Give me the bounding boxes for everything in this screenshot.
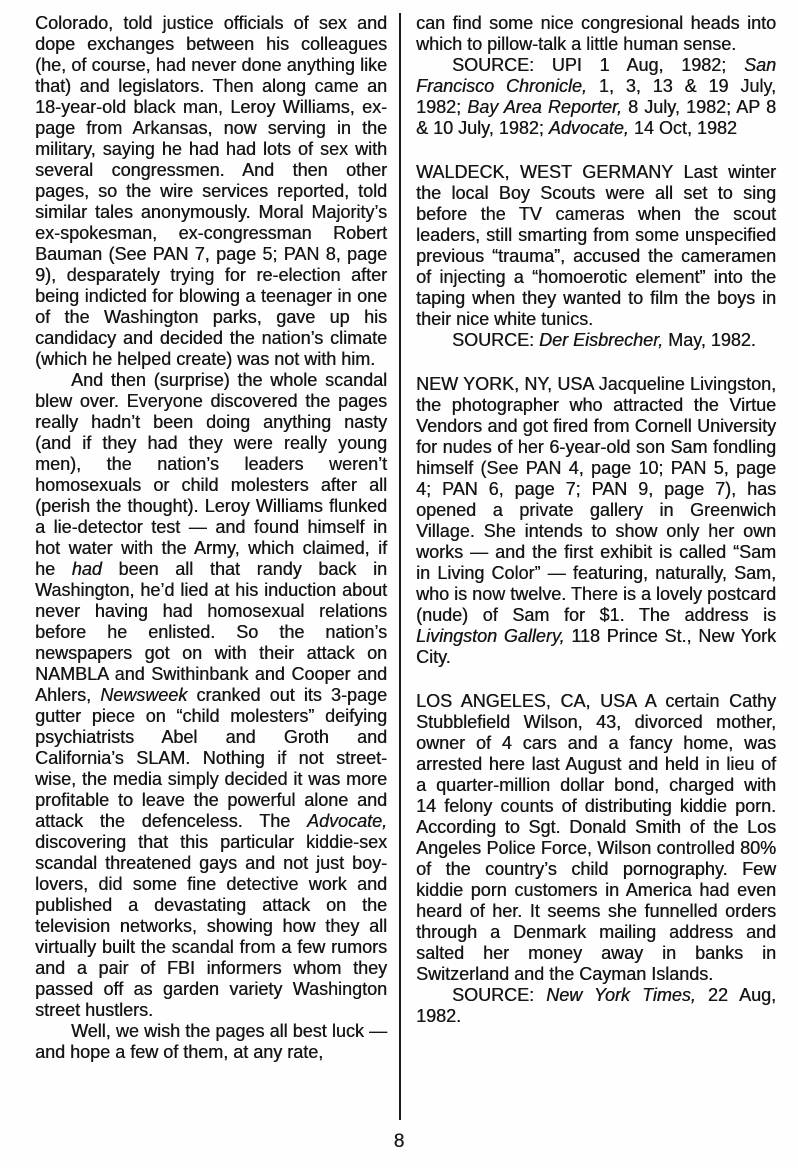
page-number: 8 [393,1131,405,1152]
italic-publication-title: Newsweek [100,685,188,705]
paragraph: SOURCE: New York Times, 22 Aug, 1982. [416,985,777,1026]
paragraph: SOURCE: UPI 1 Aug, 1982; San Francisco Chronicle, 1, 3, 13 & 19 July, 1982; Bay Area Reporter, 8 July, 1982; AP 8 & 10 July, 1982; Advocate, 14 Oct, 1982 [416,55,776,138]
paragraph: WALDECK, WEST GERMANY Last winter the local Boy Scouts were all set to sing before the TV cameras when the scout leaders, still smarting from some unspecified previous “trauma”, accused the cameramen of injecting a “homoerotic element” into the taping when they wanted to film the boys in their nice white tunics. [416,162,776,329]
italic-publication-title: Advocate, [548,118,629,138]
italic-publication-title: had [71,559,102,579]
column-divider-rule [399,13,401,1120]
italic-publication-title: Advocate, [306,811,387,831]
italic-publication-title: Bay Area Reporter, [467,97,622,117]
italic-publication-title: Livingston Gallery, [416,626,565,646]
paragraph: Colorado, told justice officials of sex and dope exchanges between his colleagues (he, of course, had never done anything like that) and legislators. Then along came an 18-year-old black man, Leroy Williams, ex-page from Arkansas, now serving in the military, saying he had had lots of sex with several congressmen. And then other pages, so the wire services reported, told similar tales anonymously. Moral Majority’s ex-spokesman, ex-congressman Robert Bauman (See PAN 7, page 5; PAN 8, page 9), desparately trying for re-election after being indicted for blowing a teenager in one of the Washington parks, gave up his candidacy and decided the nation’s climate (which he helped create) was not with him. [35,13,387,369]
column-right [416,13,776,1027]
column-left [35,13,387,1063]
paragraph: can find some nice congresional heads into which to pillow-talk a little human sense. [416,13,776,54]
paragraph: LOS ANGELES, CA, USA A certain Cathy Stubblefield Wilson, 43, divorced mother, owner of 4 cars and a fancy home, was arrested here last August and held in lieu of a quarter-million dollar bond, charged with 14 felony counts of distributing kiddie porn. According to Sgt. Donald Smith of the Los Angeles Police Force, Wilson controlled 80% of the country’s child pornography. Few kiddie porn customers in America had even heard of her. It seems she funnelled orders through a Denmark mailing address and salted her money away in banks in Switzerland and the Cayman Islands. [416,691,776,984]
italic-publication-title: New York Times, [546,985,696,1005]
paragraph: SOURCE: Der Eisbrecher, May, 1982. [452,330,756,350]
italic-publication-title: Der Eisbrecher, [539,330,664,350]
paragraph: And then (surprise) the whole scandal blew over. Everyone discovered the pages really hadn’t been doing anything nasty (and if they had they were really young men), the nation’s leaders weren’t homosexuals or child molesters after all (perish the thought). Leroy Williams flunked a lie-detector test — and found himself in hot water with the Army, which claimed, if he had been all that randy back in Washington, he’d lied at his induction about never having had homosexual relations before he enlisted. So the nation’s newspapers got on with their attack on NAMBLA and Swithinbank and Cooper and Ahlers, Newsweek cranked out its 3-page gutter piece on “child molesters” deifying psychiatrists Abel and Groth and California’s SLAM. Nothing if not street-wise, the media simply decided it was more profitable to leave the powerful alone and attack the defenceless. The Advocate, discovering that this particular kiddie-sex scandal threatened gays and not just boy-lovers, did some fine detective work and published a devastating attack on the television networks, showing how they all virtually built the scandal from a few rumors and a pair of FBI informers whom they passed off as garden variety Washington street hustlers. [35,370,388,1020]
paragraph: Well, we wish the pages all best luck — and hope a few of them, at any rate, [35,1021,387,1062]
italic-publication-title: San Francisco Chronicle, [416,55,776,96]
paragraph: NEW YORK, NY, USA Jacqueline Livingston, the photographer who attracted the Virtue Vendors and got fired from Cornell University for nudes of her 6-year-old son Sam fondling himself (See PAN 4, page 10; PAN 5, page 4; PAN 6, page 7; PAN 9, page 7), has opened a private gallery in Greenwich Village. She intends to show only her own works — and the first exhibit is called “Sam in Living Color” — featuring, naturally, Sam, who is now twelve. There is a lovely postcard (nude) of Sam for $1. The address is Livingston Gallery, 118 Prince St., New York City. [416,374,776,667]
